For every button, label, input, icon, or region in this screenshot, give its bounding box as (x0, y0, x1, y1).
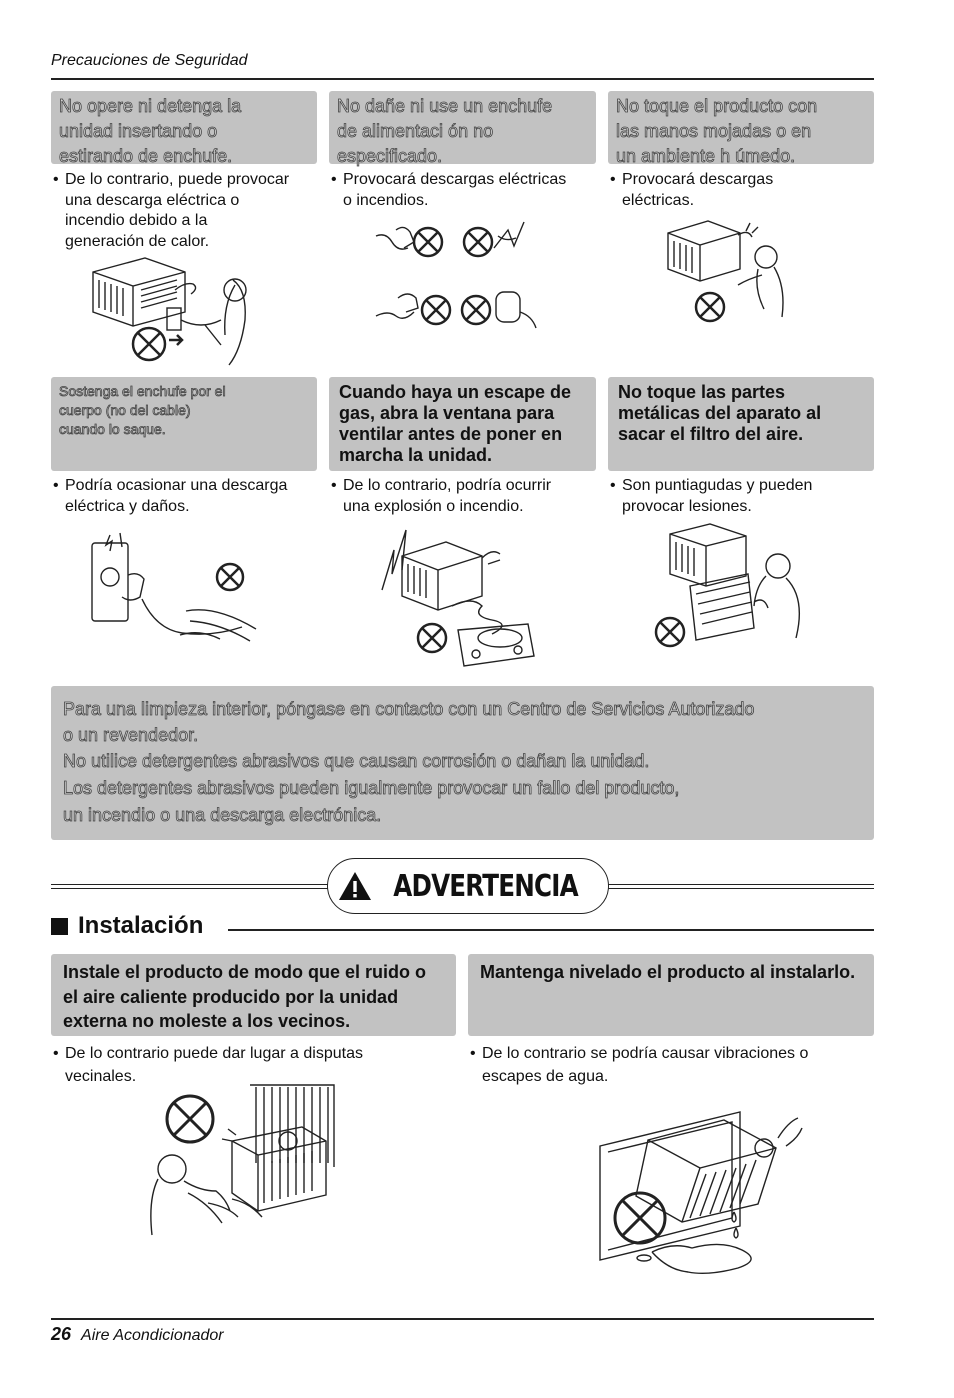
bullet-line: Podría ocasionar una descarga (65, 477, 288, 494)
bullet-line: eléctrica y daños. (65, 497, 190, 515)
footer-divider (51, 1318, 874, 1320)
prohibition-icon (422, 296, 450, 324)
section-divider (228, 929, 874, 931)
prohibition-icon (462, 296, 490, 324)
heading-line: metálicas del aparato al (618, 403, 822, 423)
caution-heading-4 (51, 377, 317, 471)
bullet-dot: • (610, 477, 616, 494)
illustration-level-installation (596, 1102, 806, 1282)
bullet-line: incendio debido a la (65, 212, 208, 229)
heading-line: Cuando haya un escape de (339, 382, 572, 402)
prohibition-icon (418, 624, 446, 652)
bullet-line: vecinales. (65, 1068, 137, 1085)
warning-rule-right (607, 884, 874, 889)
prohibition-icon (133, 328, 165, 360)
installation-bullet-2 (470, 1042, 808, 1088)
prohibition-icon (615, 1193, 665, 1243)
bullet-line: una descarga eléctrica o (65, 191, 240, 209)
section-title-text: Instalación (78, 912, 204, 939)
heading-line: sacar el filtro del aire. (618, 424, 804, 444)
illustration-filter-metal-parts (650, 520, 815, 650)
section-title (51, 912, 203, 940)
heading-line: un ambiente h úmedo. (616, 146, 796, 166)
warning-label: ADVERTENCIA (393, 868, 579, 904)
header-divider (51, 78, 874, 80)
installation-heading-2 (468, 954, 874, 1036)
warning-banner (327, 858, 609, 914)
header-title: Precauciones de Seguridad (51, 52, 248, 69)
heading-line: Sostenga el enchufe por el (59, 383, 226, 399)
warning-triangle-icon (337, 870, 373, 902)
bullet-dot: • (470, 1045, 476, 1062)
heading-line: cuerpo (no del cable) (59, 402, 191, 418)
heading-line: No dañe ni use un enchufe (337, 96, 553, 116)
heading-line: No toque las partes (618, 382, 786, 402)
caution-heading-2 (329, 91, 596, 164)
heading-line: No toque el producto con (616, 96, 818, 116)
heading-line: estirando de enchufe. (59, 146, 233, 166)
caution-bullet-5 (331, 476, 551, 517)
bullet-dot: • (53, 1045, 59, 1062)
page-number: 26 (51, 1324, 72, 1344)
installation-heading-1 (51, 954, 456, 1036)
heading-line: cuando lo saque. (59, 421, 166, 437)
prohibition-icon (217, 564, 243, 590)
bullet-line: De lo contrario se podría causar vibraciones o (482, 1045, 809, 1062)
caution-bullet-4 (53, 476, 287, 517)
heading-line: Mantenga nivelado el producto al instalarlo. (480, 962, 856, 982)
heading-line: especificado. (337, 146, 443, 166)
prohibition-icon (696, 293, 724, 321)
illustration-unplug-hazard (85, 250, 265, 370)
air-conditioner-drawing (668, 221, 740, 281)
cleaning-notice-box (51, 686, 874, 840)
heading-line: el aire caliente producido por la unidad (63, 986, 399, 1007)
notice-line: No utilice detergentes abrasivos que causan corrosión o dañan la unidad. (63, 751, 650, 771)
bullet-line: eléctricas. (622, 191, 695, 209)
air-conditioner-drawing (93, 258, 185, 326)
air-conditioner-drawing (636, 1120, 776, 1222)
heading-line: externa no moleste a los vecinos. (63, 1011, 351, 1031)
heading-line: No opere ni detenga la (59, 96, 242, 116)
bullet-line: Son puntiagudas y pueden (622, 477, 813, 494)
footer-title: Aire Acondicionador (81, 1327, 224, 1344)
warning-rule-left (51, 884, 329, 889)
caution-bullet-1 (53, 170, 289, 252)
prohibition-icon (464, 228, 492, 256)
heading-line: gas, abra la ventana para (339, 403, 555, 423)
section-marker-icon (51, 918, 68, 935)
notice-line: o un revendedor. (63, 725, 199, 745)
footer (51, 1324, 224, 1345)
caution-heading-1 (51, 91, 317, 164)
notice-line: Los detergentes abrasivos pueden igualmente provocar un fallo del producto, (63, 778, 680, 798)
illustration-pull-plug-by-body (76, 525, 261, 655)
heading-line: Instale el producto de modo que el ruido o (63, 962, 427, 982)
bullet-line: escapes de agua. (482, 1068, 609, 1085)
heading-line: las manos mojadas o en (616, 121, 812, 141)
illustration-gas-leak (378, 520, 543, 675)
bullet-line: provocar lesiones. (622, 497, 752, 515)
bullet-dot: • (610, 171, 616, 188)
bullet-line: De lo contrario puede dar lugar a disputas (65, 1045, 363, 1062)
caution-heading-6 (608, 377, 874, 471)
notice-line: un incendio o una descarga electrónica. (63, 805, 382, 825)
heading-line: marcha la unidad. (339, 445, 493, 465)
illustration-damaged-plug (372, 212, 552, 332)
bullet-line: o incendios. (343, 191, 429, 209)
heading-line: unidad insertando o (59, 121, 218, 141)
bullet-dot: • (53, 171, 59, 188)
prohibition-icon (656, 618, 684, 646)
caution-heading-3 (608, 91, 874, 164)
notice-line: Para una limpieza interior, póngase en contacto con un Centro de Servicios Autorizado (63, 699, 755, 719)
heading-line: de alimentaci ón no (337, 121, 494, 141)
heading-line: ventilar antes de poner en (339, 424, 563, 444)
caution-heading-5 (329, 377, 596, 471)
bullet-line: De lo contrario, puede provocar (65, 171, 290, 188)
bullet-line: una explosión o incendio. (343, 497, 524, 515)
caution-bullet-6 (610, 476, 812, 517)
bullet-dot: • (331, 477, 337, 494)
caution-bullet-3 (610, 170, 773, 211)
bullet-dot: • (331, 171, 337, 188)
prohibition-icon (414, 228, 442, 256)
bullet-line: Provocará descargas (622, 171, 774, 188)
installation-bullet-1 (53, 1042, 363, 1088)
prohibition-icon (167, 1096, 213, 1142)
bullet-line: De lo contrario, podría ocurrir (343, 477, 552, 494)
illustration-wet-hands (662, 215, 807, 325)
bullet-dot: • (53, 477, 59, 494)
illustration-noise-neighbors (148, 1083, 348, 1238)
air-conditioner-drawing (402, 542, 482, 610)
bullet-line: Provocará descargas eléctricas (343, 171, 567, 188)
caution-bullet-2 (331, 170, 566, 211)
bullet-line: generación de calor. (65, 232, 210, 250)
